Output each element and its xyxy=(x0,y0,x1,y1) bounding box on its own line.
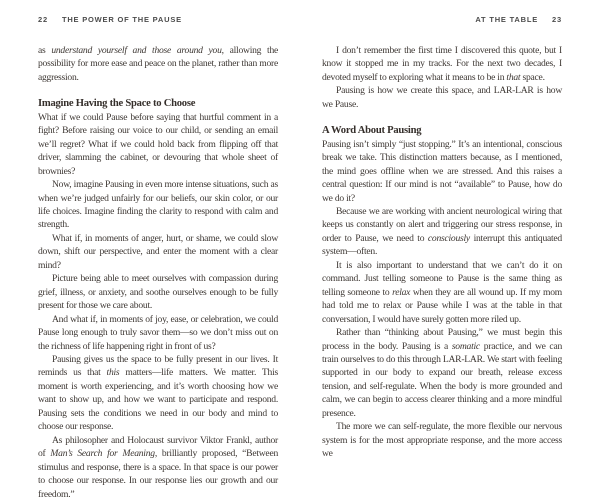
right-page-body xyxy=(322,44,562,461)
section-heading: Imagine Having the Space to Choose xyxy=(38,98,196,110)
italic-text: Man’s Search for Meaning xyxy=(50,448,155,460)
paragraph xyxy=(38,353,278,434)
italic-text: this xyxy=(106,367,120,379)
section-heading: A Word About Pausing xyxy=(322,125,422,137)
paragraph xyxy=(322,205,562,259)
paragraph xyxy=(38,232,278,272)
left-page-header xyxy=(38,15,278,25)
left-page-body xyxy=(38,44,278,501)
paragraph xyxy=(38,434,278,501)
italic-text: understand yourself and those around you xyxy=(51,45,222,56)
italic-text: consciously xyxy=(427,232,470,244)
body-text: , allowing the possibility for more ease and peace on the planet, rather than more aggression. xyxy=(38,45,279,83)
body-text: The more we can self-regulate, the more flexible our nervous system is for the most appropriate response, and the more access we xyxy=(322,421,562,460)
right-page-number: 23 xyxy=(552,15,562,24)
page-left xyxy=(0,0,300,500)
body-text: , brilliantly proposed, “Between stimulus and response, there is a space. In that space is our power to choose our response. In our response lies our growth and our freedom.” xyxy=(38,448,278,500)
body-text: What if, in moments of anger, hurt, or shame, we could slow down, shift our perspective, and enter the moment with a clear mind? xyxy=(38,232,278,271)
body-text: And what if, in moments of joy, ease, or celebration, we could Pause long enough to truly savor them—so we don’t miss out on the richness of life happening right in front of us? xyxy=(38,313,278,352)
paragraph xyxy=(322,44,562,84)
body-text: Pausing isn’t simply “just stopping.” It’s an intentional, conscious break we take. This distinction matters because, as I mentioned, the mind goes offline when we are stressed. And this raises a central question: If our mind is not “available” to Pause, how do we do it? xyxy=(322,138,562,204)
right-page-header xyxy=(322,15,562,25)
paragraph xyxy=(38,313,278,353)
body-text: practice, and we can train ourselves to do this through LAR-LAR. We start with feeling supported in our body to expand our breath, release excess tension, and self-regulate. When the body is more grounded and calm, we can begin to access clearer thinking and a more mindful presence. xyxy=(322,340,563,419)
body-text: Picture being able to meet ourselves with compassion during grief, illness, or anxiety, and soothe ourselves enough to be fully present for those we care about. xyxy=(38,273,278,312)
body-text: interrupt this antiquated system—often. xyxy=(322,232,562,258)
paragraph xyxy=(38,272,278,312)
body-text: Because we are working with ancient neurological wiring that keeps us constantly on alert and triggering our stress response, in order to Pause, we need to xyxy=(322,205,562,244)
paragraph xyxy=(322,84,562,111)
paragraph xyxy=(38,111,278,178)
body-text: I don’t remember the first time I discovered this quote, but I know it stopped me in my tracks. For the next two decades, I devoted myself to exploring what it means to be in xyxy=(322,45,562,83)
italic-text: relax xyxy=(392,286,411,298)
body-text: Now, imagine Pausing in even more intense situations, such as when we’re judged unfairly for our beliefs, our skin color, or our life choices. Imagine finding the clarity to respond with calm and strength. xyxy=(38,179,278,231)
body-text: Pausing gives us the space to be fully present in our lives. It reminds us that xyxy=(38,353,278,379)
paragraph xyxy=(322,326,562,420)
left-page-number: 22 xyxy=(38,15,48,24)
italic-text: somatic xyxy=(451,340,480,352)
body-text: Pausing is how we create this space, and LAR-LAR is how we Pause. xyxy=(322,85,562,110)
body-text: It is also important to understand that we can’t do it on command. Just telling someone to Pause is the same thing as telling someone to xyxy=(322,259,562,298)
body-text: matters—life matters. We matter. This moment is worth experiencing, and it’s worth choosing how we want to show up, and how we want to participate and respond. Pausing sets the conditions we need in our body and mind to choose our response. xyxy=(38,367,278,433)
page-right xyxy=(300,0,600,460)
body-text: As philosopher and Holocaust survivor Viktor Frankl, author of xyxy=(38,434,278,460)
body-text: Rather than “thinking about Pausing,” we must begin this process in the body. Pausing is a xyxy=(322,327,562,352)
body-text: space. xyxy=(520,71,545,83)
body-text: as xyxy=(38,45,52,56)
paragraph xyxy=(38,44,278,84)
paragraph xyxy=(322,138,562,205)
paragraph xyxy=(322,420,562,460)
paragraph xyxy=(38,178,278,232)
paragraph xyxy=(322,259,562,326)
body-text: What if we could Pause before saying that hurtful comment in a fight? Before raising our voice to our child, or sending an email we’ll regret? What if we could hold back from flipping off that driver, slamming the cabinet, or devouring that whole sheet of brownies? xyxy=(38,111,278,177)
left-running-head: THE POWER OF THE PAUSE xyxy=(61,15,182,24)
italic-text: that xyxy=(506,71,521,83)
right-running-head: AT THE TABLE xyxy=(475,15,539,24)
body-text: when they are all wound up. If my mom had told me to relax or Pause while I was at the table in that conversation, I would have surely gotten more riled up. xyxy=(322,286,562,325)
